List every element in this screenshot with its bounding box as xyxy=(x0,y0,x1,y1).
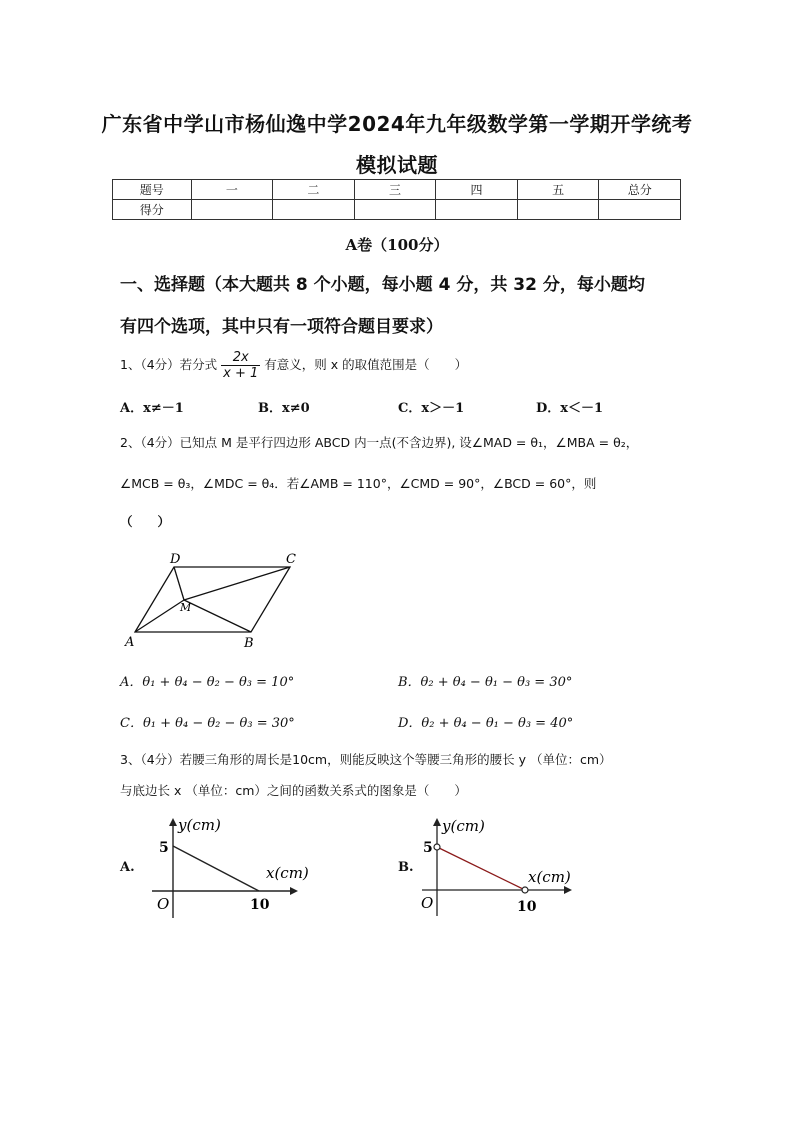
label-b: B xyxy=(244,636,254,651)
parallelogram-abcd xyxy=(135,567,290,632)
x-axis-label: x(cm) xyxy=(528,868,571,886)
q3-option-b-label: B. xyxy=(398,860,414,875)
q1-fraction xyxy=(221,350,260,381)
score-cell xyxy=(354,200,436,220)
question-1-stem xyxy=(120,350,467,381)
origin-label: O xyxy=(421,894,434,912)
y-arrow-icon xyxy=(433,818,441,826)
label-d: D xyxy=(170,552,181,567)
origin-label: O xyxy=(157,895,170,913)
section-heading-line2: 有四个选项，其中只有一项符合题目要求） xyxy=(120,317,443,337)
open-endpoint-icon xyxy=(434,844,440,850)
q2-option-d: D．θ₂ + θ₄ − θ₁ − θ₃ = 40° xyxy=(398,716,574,731)
score-table-header-row xyxy=(113,180,681,200)
y-arrow-icon xyxy=(169,818,177,826)
header-cell: 五 xyxy=(517,180,599,200)
q1-prefix: 1、（4分）若分式 xyxy=(120,357,218,372)
score-cell xyxy=(273,200,355,220)
score-cell xyxy=(191,200,273,220)
q1-option-a: A．x≠－1 xyxy=(120,401,184,416)
q1-suffix: 有意义，则 x 的取值范围是（ ） xyxy=(264,357,468,372)
volume-label: A卷（100分） xyxy=(345,236,449,254)
q2-option-a: A．θ₁ + θ₄ − θ₂ − θ₃ = 10° xyxy=(120,675,295,690)
exam-title-line1: 广东省中学山市杨仙逸中学2024年九年级数学第一学期开学统考 xyxy=(101,112,693,136)
score-table-score-row xyxy=(113,200,681,220)
y-tick-5: 5 xyxy=(159,840,169,856)
header-cell: 题号 xyxy=(113,180,192,200)
header-cell: 四 xyxy=(436,180,518,200)
open-endpoint-icon xyxy=(522,887,528,893)
label-a: A xyxy=(125,635,135,650)
parallelogram-figure xyxy=(120,545,310,655)
x-arrow-icon xyxy=(564,886,572,894)
x-tick-10: 10 xyxy=(517,899,537,915)
q3-stem-line1: 3、（4分）若腰三角形的周长是10cm，则能反映这个等腰三角形的腰长 y （单位：cm） xyxy=(120,752,612,767)
graph-a xyxy=(140,812,330,924)
q2-stem-line1: 2、（4分）已知点 M 是平行四边形 ABCD 内一点(不含边界), 设∠MAD = θ₁，∠MBA = θ₂， xyxy=(120,435,639,450)
score-cell xyxy=(517,200,599,220)
header-cell: 一 xyxy=(191,180,273,200)
segment-bm xyxy=(184,600,251,632)
x-tick-10: 10 xyxy=(250,897,270,913)
q1-option-b: B．x≠0 xyxy=(258,401,310,416)
label-m: M xyxy=(180,601,192,614)
header-cell: 二 xyxy=(273,180,355,200)
q2-stem-line3: （ ） xyxy=(120,514,171,529)
score-cell xyxy=(436,200,518,220)
header-cell: 三 xyxy=(354,180,436,200)
function-line xyxy=(173,846,259,891)
function-line xyxy=(437,847,525,890)
y-axis-label: y(cm) xyxy=(442,817,485,835)
segment-am xyxy=(135,600,184,632)
y-axis-label: y(cm) xyxy=(178,816,221,834)
q2-option-c: C．θ₁ + θ₄ − θ₂ − θ₃ = 30° xyxy=(120,716,295,731)
x-arrow-icon xyxy=(290,887,298,895)
score-table xyxy=(112,179,681,220)
header-cell: 总分 xyxy=(599,180,681,200)
q2-option-b: B．θ₂ + θ₄ − θ₁ − θ₃ = 30° xyxy=(398,675,573,690)
y-tick-5: 5 xyxy=(423,840,433,856)
graph-b xyxy=(414,812,604,924)
q3-stem-line2: 与底边长 x （单位：cm）之间的函数关系式的图象是（ ） xyxy=(120,783,467,798)
label-c: C xyxy=(286,552,296,567)
q1-option-c: C．x＞－1 xyxy=(398,401,465,416)
score-cell xyxy=(599,200,681,220)
section-heading-line1: 一、选择题（本大题共 8 个小题，每小题 4 分，共 32 分，每小题均 xyxy=(120,275,645,295)
exam-title-line2: 模拟试题 xyxy=(356,153,438,177)
row-label-cell: 得分 xyxy=(113,200,192,220)
segment-cm xyxy=(184,567,290,600)
q1-denominator: x + 1 xyxy=(223,366,259,381)
segment-dm xyxy=(174,567,184,600)
q1-numerator: 2x xyxy=(221,350,260,366)
x-axis-label: x(cm) xyxy=(266,864,309,882)
q1-option-d: D．x＜－1 xyxy=(536,401,604,416)
q3-option-a-label: A. xyxy=(120,860,135,875)
q2-stem-line2: ∠MCB = θ₃，∠MDC = θ₄．若∠AMB = 110°，∠CMD = 90°，∠BCD = 60°，则 xyxy=(120,476,597,491)
